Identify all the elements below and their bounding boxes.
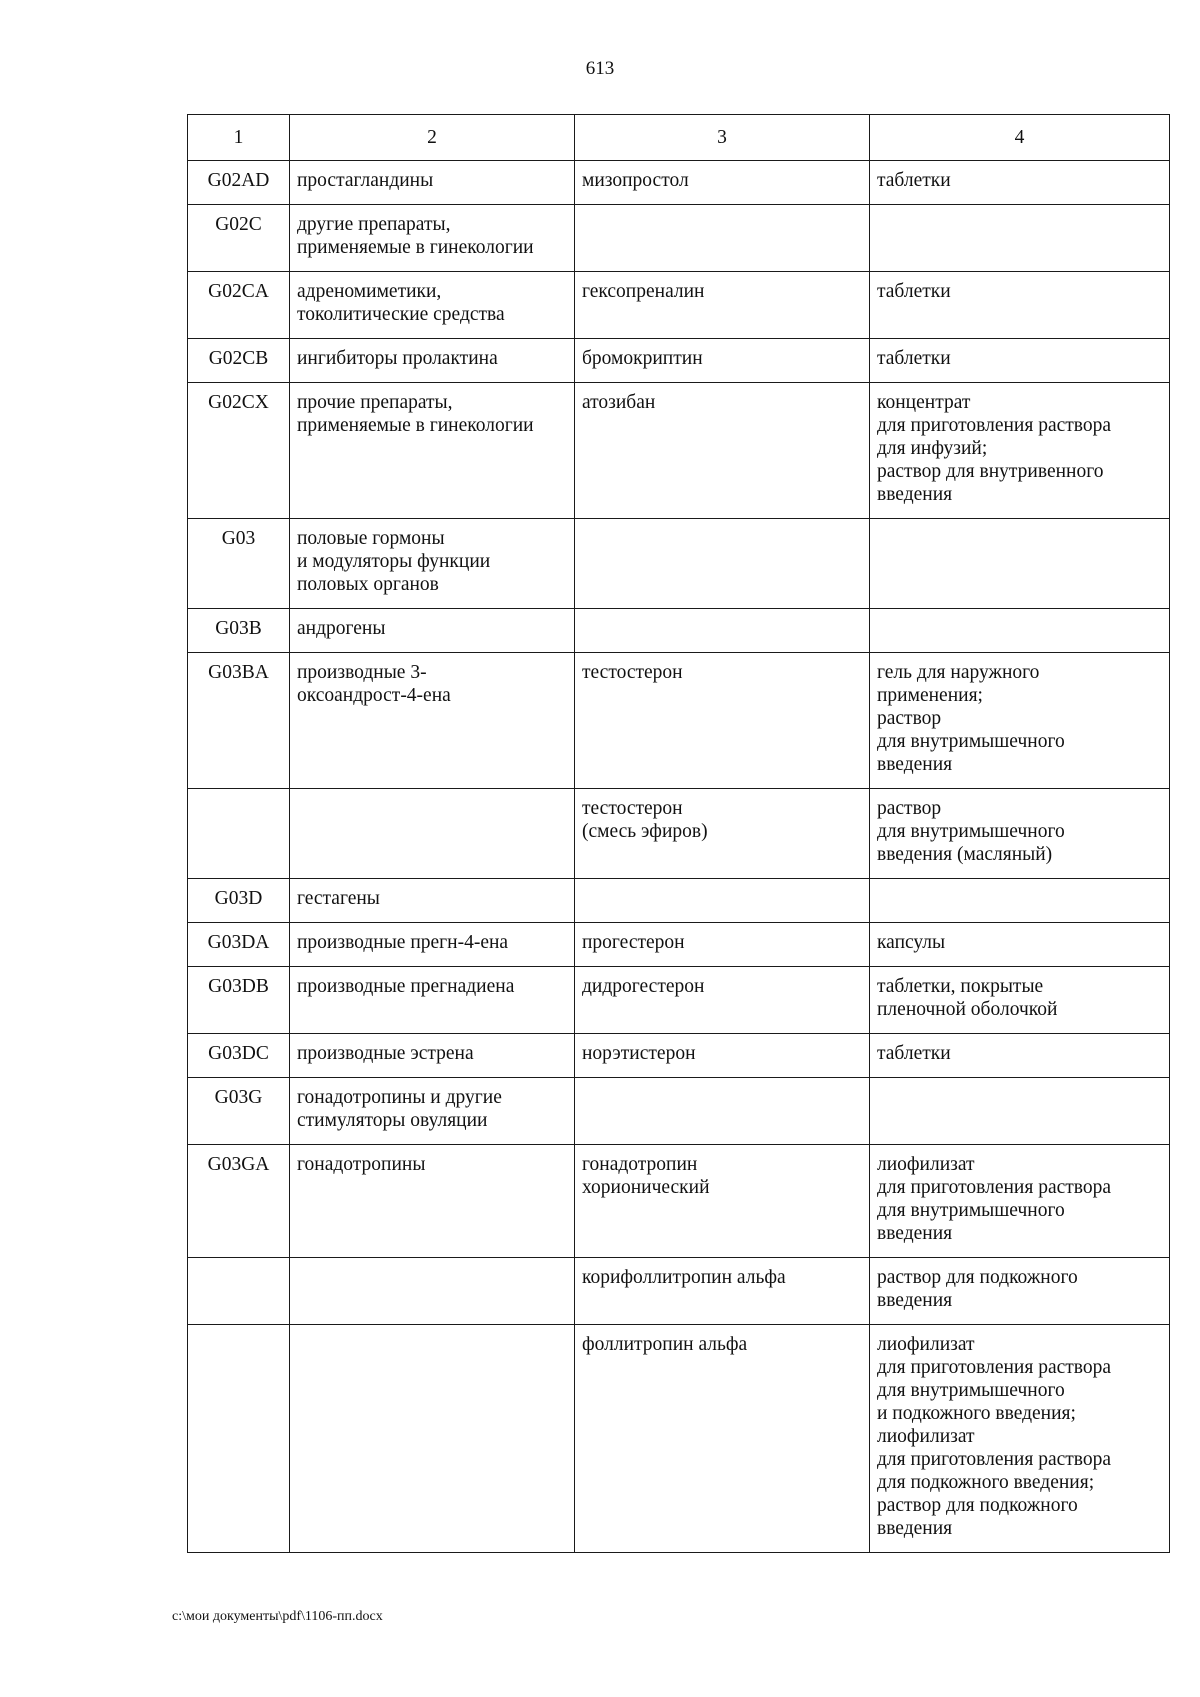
group-cell — [290, 339, 575, 383]
group-cell — [290, 205, 575, 272]
substance-cell — [575, 967, 870, 1034]
substance-cell — [575, 339, 870, 383]
form-text-line: для приготовления раствора — [877, 1357, 1111, 1378]
atc-code-cell: G03DC — [188, 1034, 290, 1078]
substance-text-line: тестостерон — [582, 662, 683, 683]
substance-text-line: дидрогестерон — [582, 976, 705, 997]
column-header-1: 1 — [188, 115, 290, 161]
group-cell — [290, 1145, 575, 1258]
group-text-line: половые гормоны — [297, 528, 445, 549]
group-cell — [290, 967, 575, 1034]
atc-code-cell — [188, 789, 290, 879]
group-cell — [290, 789, 575, 879]
page-number: 613 — [585, 58, 615, 79]
substance-text-line: корифоллитропин альфа — [582, 1267, 786, 1288]
form-cell — [870, 339, 1170, 383]
atc-code-cell — [188, 1258, 290, 1325]
table-row — [188, 923, 1170, 967]
group-cell — [290, 272, 575, 339]
group-cell — [290, 1258, 575, 1325]
form-cell — [870, 789, 1170, 879]
substance-cell — [575, 653, 870, 789]
substance-cell — [575, 1258, 870, 1325]
substance-text-line: (смесь эфиров) — [582, 821, 708, 842]
atc-code-cell: G03D — [188, 879, 290, 923]
form-text-line: концентрат — [877, 392, 971, 413]
substance-cell — [575, 383, 870, 519]
footer-file-path: c:\мои документы\pdf\1106-пп.docx — [172, 1609, 383, 1624]
substance-cell — [575, 1034, 870, 1078]
form-text-line: раствор — [877, 798, 942, 819]
substance-text-line: атозибан — [582, 392, 656, 413]
form-text-line: лиофилизат — [877, 1426, 975, 1447]
group-text-line: производные 3- — [297, 662, 427, 683]
group-text-line: применяемые в гинекологии — [297, 415, 534, 436]
form-cell — [870, 609, 1170, 653]
table-row — [188, 1145, 1170, 1258]
form-cell — [870, 161, 1170, 205]
group-text-line: токолитические средства — [297, 304, 505, 325]
form-text-line: для внутримышечного — [877, 1200, 1065, 1221]
form-cell — [870, 653, 1170, 789]
group-text-line: производные прегн-4-ена — [297, 932, 509, 953]
table-row — [188, 1078, 1170, 1145]
form-text-line: пленочной оболочкой — [877, 999, 1058, 1020]
table-row — [188, 161, 1170, 205]
substance-text-line: гонадотропин — [582, 1154, 698, 1175]
group-cell — [290, 383, 575, 519]
form-text-line: таблетки — [877, 1043, 951, 1064]
substance-cell — [575, 1145, 870, 1258]
group-text-line: производные прегнадиена — [297, 976, 515, 997]
group-cell — [290, 519, 575, 609]
group-text-line: андрогены — [297, 618, 386, 639]
group-text-line: простагландины — [297, 170, 434, 191]
substance-cell — [575, 923, 870, 967]
column-header-4: 4 — [870, 115, 1170, 161]
group-text-line: производные эстрена — [297, 1043, 474, 1064]
form-cell — [870, 205, 1170, 272]
form-text-line: для внутримышечного — [877, 1380, 1065, 1401]
atc-code-cell: G03B — [188, 609, 290, 653]
substance-cell — [575, 205, 870, 272]
substance-text-line: хорионический — [582, 1177, 710, 1198]
group-text-line: стимуляторы овуляции — [297, 1110, 488, 1131]
group-cell — [290, 1078, 575, 1145]
form-text-line: применения; — [877, 685, 983, 706]
table-body — [188, 115, 1170, 1553]
form-text-line: капсулы — [877, 932, 946, 953]
form-cell — [870, 1145, 1170, 1258]
form-text-line: для инфузий; — [877, 438, 988, 459]
form-text-line: гель для наружного — [877, 662, 1040, 683]
substance-cell — [575, 1078, 870, 1145]
column-header-3: 3 — [575, 115, 870, 161]
form-text-line: введения — [877, 754, 953, 775]
table-header-row — [188, 115, 1170, 161]
table-row — [188, 339, 1170, 383]
substance-text-line: гексопреналин — [582, 281, 705, 302]
form-text-line: раствор для подкожного — [877, 1495, 1078, 1516]
form-cell — [870, 383, 1170, 519]
form-cell — [870, 1258, 1170, 1325]
substance-text-line: фоллитропин альфа — [582, 1334, 748, 1355]
form-text-line: для подкожного введения; — [877, 1472, 1095, 1493]
group-cell — [290, 653, 575, 789]
form-text-line: таблетки, покрытые — [877, 976, 1044, 997]
group-text-line: гонадотропины и другие — [297, 1087, 502, 1108]
group-text-line: оксоандрост-4-ена — [297, 685, 451, 706]
substance-cell — [575, 789, 870, 879]
form-cell — [870, 1078, 1170, 1145]
group-text-line: половых органов — [297, 574, 439, 595]
group-cell — [290, 923, 575, 967]
form-text-line: таблетки — [877, 348, 951, 369]
column-header-2: 2 — [290, 115, 575, 161]
form-cell — [870, 1034, 1170, 1078]
form-text-line: таблетки — [877, 281, 951, 302]
form-text-line: для внутримышечного — [877, 731, 1065, 752]
table-row — [188, 205, 1170, 272]
atc-code-cell: G03DA — [188, 923, 290, 967]
group-text-line: адреномиметики, — [297, 281, 442, 302]
group-cell — [290, 1034, 575, 1078]
table-row — [188, 383, 1170, 519]
table-row — [188, 879, 1170, 923]
substance-cell — [575, 1325, 870, 1553]
substance-text-line: прогестерон — [582, 932, 685, 953]
atc-code-cell: G03G — [188, 1078, 290, 1145]
group-cell — [290, 161, 575, 205]
form-text-line: для приготовления раствора — [877, 415, 1111, 436]
form-text-line: для приготовления раствора — [877, 1449, 1111, 1470]
atc-code-cell: G02AD — [188, 161, 290, 205]
group-text-line: другие препараты, — [297, 214, 451, 235]
atc-code-cell: G03 — [188, 519, 290, 609]
atc-code-cell: G03DB — [188, 967, 290, 1034]
table-row — [188, 653, 1170, 789]
substance-cell — [575, 272, 870, 339]
form-cell — [870, 879, 1170, 923]
group-text-line: гонадотропины — [297, 1154, 426, 1175]
table-row — [188, 1325, 1170, 1553]
group-cell — [290, 1325, 575, 1553]
group-text-line: и модуляторы функции — [297, 551, 491, 572]
group-cell — [290, 609, 575, 653]
table-row — [188, 609, 1170, 653]
form-text-line: введения — [877, 1223, 953, 1244]
form-text-line: лиофилизат — [877, 1334, 975, 1355]
drug-table — [187, 114, 1170, 1553]
table-row — [188, 1034, 1170, 1078]
form-text-line: раствор — [877, 708, 942, 729]
form-cell — [870, 967, 1170, 1034]
group-text-line: гестагены — [297, 888, 380, 909]
form-text-line: и подкожного введения; — [877, 1403, 1076, 1424]
form-cell — [870, 272, 1170, 339]
atc-code-cell: G02CB — [188, 339, 290, 383]
table-row — [188, 967, 1170, 1034]
atc-code-cell — [188, 1325, 290, 1553]
group-text-line: ингибиторы пролактина — [297, 348, 498, 369]
atc-code-cell: G02CA — [188, 272, 290, 339]
form-text-line: для внутримышечного — [877, 821, 1065, 842]
atc-code-cell: G02CX — [188, 383, 290, 519]
form-cell — [870, 1325, 1170, 1553]
substance-cell — [575, 609, 870, 653]
form-text-line: лиофилизат — [877, 1154, 975, 1175]
substance-cell — [575, 879, 870, 923]
substance-text-line: мизопростол — [582, 170, 689, 191]
form-text-line: раствор для внутривенного — [877, 461, 1104, 482]
atc-code-cell: G03GA — [188, 1145, 290, 1258]
form-cell — [870, 519, 1170, 609]
substance-text-line: тестостерон — [582, 798, 683, 819]
form-text-line: введения — [877, 484, 953, 505]
table-row — [188, 789, 1170, 879]
table-row — [188, 272, 1170, 339]
atc-code-cell: G02C — [188, 205, 290, 272]
form-text-line: введения (масляный) — [877, 844, 1053, 865]
substance-text-line: норэтистерон — [582, 1043, 696, 1064]
form-text-line: введения — [877, 1290, 953, 1311]
group-text-line: применяемые в гинекологии — [297, 237, 534, 258]
form-text-line: для приготовления раствора — [877, 1177, 1111, 1198]
group-cell — [290, 879, 575, 923]
form-text-line: раствор для подкожного — [877, 1267, 1078, 1288]
substance-text-line: бромокриптин — [582, 348, 703, 369]
table-row — [188, 1258, 1170, 1325]
table-row — [188, 519, 1170, 609]
form-text-line: таблетки — [877, 170, 951, 191]
group-text-line: прочие препараты, — [297, 392, 453, 413]
substance-cell — [575, 519, 870, 609]
form-cell — [870, 923, 1170, 967]
atc-code-cell: G03BA — [188, 653, 290, 789]
form-text-line: введения — [877, 1518, 953, 1539]
substance-cell — [575, 161, 870, 205]
